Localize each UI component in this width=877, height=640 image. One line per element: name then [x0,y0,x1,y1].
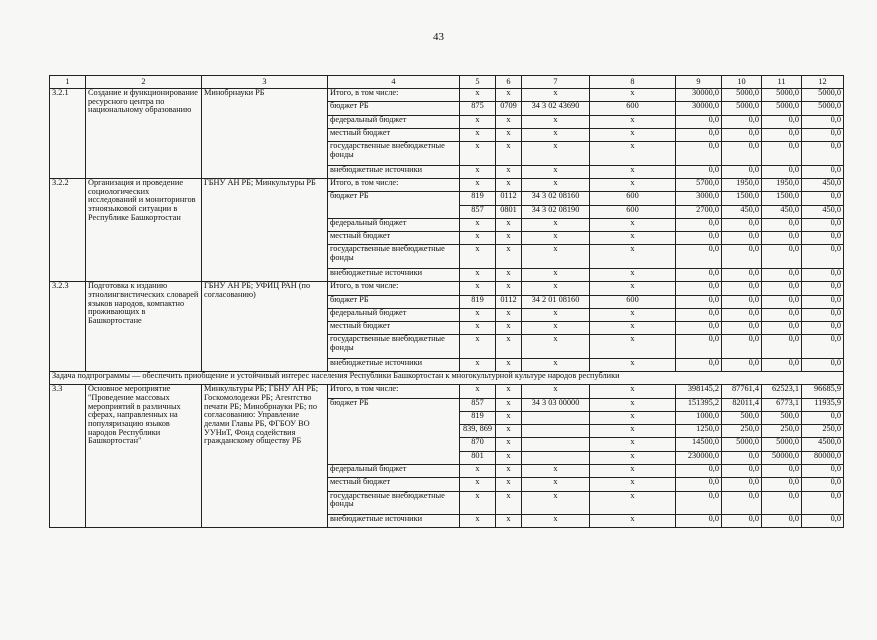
table-cell: x [496,425,522,438]
page-number: 43 [433,31,444,43]
table-cell: x [590,411,676,424]
header-cell: 4 [328,76,460,89]
table-cell: 0,0 [722,515,762,528]
header-cell: 3 [202,76,328,89]
table-cell: 0112 [496,192,522,205]
table-cell: 4500,0 [802,438,844,451]
table-cell: 819 [460,295,496,308]
table-cell: 3.2.2 [50,178,86,281]
table-cell: 450,0 [722,205,762,218]
table-cell: 0,0 [676,322,722,335]
table-cell: x [590,515,676,528]
table-cell: 1500,0 [722,192,762,205]
table-cell: 0,0 [676,282,722,295]
table-cell: 398145,2 [676,385,722,398]
table-cell: 0,0 [802,295,844,308]
table-cell: 96685,9 [802,385,844,398]
table-cell: бюджет РБ [328,398,460,464]
table-cell: x [496,282,522,295]
header-cell: 2 [86,76,202,89]
table-cell: 0,0 [722,165,762,178]
table-cell: 0,0 [802,515,844,528]
table-cell: 819 [460,411,496,424]
table-cell: x [590,491,676,515]
table-cell: 34 3 02 43690 [522,102,590,115]
table-cell: федеральный бюджет [328,115,460,128]
table-cell: x [496,178,522,191]
table-cell: 3.3 [50,385,86,528]
table-cell: x [460,245,496,269]
table-cell [522,451,590,464]
table-cell: 151395,2 [676,398,722,411]
table-cell: 3.2.3 [50,282,86,372]
budget-table [49,75,844,528]
table-cell: 0,0 [722,335,762,359]
table-cell: x [496,478,522,491]
table-cell: 2700,0 [676,205,722,218]
table-cell: x [590,218,676,231]
table-cell: 870 [460,438,496,451]
table-cell: бюджет РБ [328,192,460,219]
table-cell: x [522,178,590,191]
table-cell: 1000,0 [676,411,722,424]
table-cell: x [460,282,496,295]
table-row [50,385,844,398]
table-cell: x [496,411,522,424]
table-cell: 0,0 [802,218,844,231]
table-cell: внебюджетные источники [328,515,460,528]
table-cell: x [590,322,676,335]
table-cell: x [522,478,590,491]
table-cell: 857 [460,398,496,411]
table-cell: Минобрнауки РБ [202,89,328,179]
table-cell: 450,0 [802,205,844,218]
table-cell: 0,0 [676,295,722,308]
table-cell: x [590,142,676,166]
table-cell: x [496,515,522,528]
table-cell: Подготовка к изданию этнолингвистических словарей языков народов, компактно проживающих в Башкортостане [86,282,202,372]
table-cell: бюджет РБ [328,102,460,115]
table-cell: 0,0 [802,268,844,281]
table-cell: 250,0 [722,425,762,438]
table-cell: 0,0 [802,465,844,478]
table-row [50,282,844,295]
table-cell: 5000,0 [722,102,762,115]
table-cell: 0801 [496,205,522,218]
table-cell: 5000,0 [762,438,802,451]
table-cell: Организация и проведение социологических исследований и мониторингов этноязыковой ситуации в Республике Башкортостан [86,178,202,281]
table-cell: 34 2 01 08160 [522,295,590,308]
table-cell: 0,0 [762,295,802,308]
table-cell: 0,0 [802,358,844,371]
table-cell: x [460,491,496,515]
table-cell: 0,0 [802,411,844,424]
table-cell: 857 [460,205,496,218]
table-cell: государственные внебюджетные фонды [328,491,460,515]
table-cell: 34 3 03 00000 [522,398,590,411]
table-cell: 0,0 [762,232,802,245]
table-cell: x [460,515,496,528]
table-cell: x [590,425,676,438]
table-cell: 0,0 [722,322,762,335]
table-cell: x [522,465,590,478]
table-cell: x [590,178,676,191]
table-cell: 0,0 [722,128,762,141]
table-cell: x [496,268,522,281]
table-cell: ГБНУ АН РБ; УФИЦ РАН (по согласованию) [202,282,328,372]
table-cell: Итого, в том числе: [328,282,460,295]
header-cell: 7 [522,76,590,89]
table-cell: 0,0 [762,515,802,528]
table-cell: 1500,0 [762,192,802,205]
table-cell: 450,0 [802,178,844,191]
table-cell: x [460,308,496,321]
table-cell: 230000,0 [676,451,722,464]
table-cell: x [522,115,590,128]
table-row [50,178,844,191]
table-cell: 0709 [496,102,522,115]
table-cell: 0,0 [762,245,802,269]
table-cell: 5000,0 [722,89,762,102]
table-cell: 0,0 [762,335,802,359]
table-cell: 839, 869 [460,425,496,438]
table-cell: x [460,128,496,141]
header-cell: 6 [496,76,522,89]
table-cell: 0,0 [762,115,802,128]
table-cell: x [496,142,522,166]
table-cell: 1950,0 [762,178,802,191]
table-cell: государственные внебюджетные фонды [328,245,460,269]
table-cell: 30000,0 [676,102,722,115]
header-cell: 1 [50,76,86,89]
table-cell: 0,0 [802,491,844,515]
table-cell: x [522,335,590,359]
table-cell: 0,0 [722,308,762,321]
table-cell: x [460,335,496,359]
table-cell: x [590,358,676,371]
table-cell: x [522,128,590,141]
table-cell: x [460,142,496,166]
table-cell: 0,0 [762,142,802,166]
table-cell: x [496,398,522,411]
table-cell: 80000,0 [802,451,844,464]
table-cell [522,411,590,424]
table-cell: x [460,322,496,335]
table-cell: x [522,322,590,335]
table-cell: 0,0 [802,115,844,128]
table-cell: 0,0 [762,308,802,321]
table-cell: x [496,232,522,245]
table-cell: x [460,115,496,128]
table-cell: 0,0 [722,232,762,245]
table-cell: x [496,128,522,141]
table-cell: 0,0 [722,142,762,166]
table-cell: x [460,478,496,491]
table-cell: 0,0 [722,465,762,478]
task-row [50,372,844,385]
table-cell: 875 [460,102,496,115]
table-cell: 82011,4 [722,398,762,411]
header-cell: 5 [460,76,496,89]
table-cell: 0,0 [676,335,722,359]
table-cell: 0,0 [762,282,802,295]
table-cell: 250,0 [802,425,844,438]
table-cell: x [496,322,522,335]
table-cell: Минкультуры РБ; ГБНУ АН РБ; Госкомолодежи РБ; Агентство печати РБ; Минобрнауки РБ; по согласованию: Управление делами Главы РБ, ФГБОУ ВО УУНиТ, Фонд содействия гражданскому обществу РБ [202,385,328,528]
table-cell: 0,0 [762,491,802,515]
table-cell: x [590,282,676,295]
table-cell: 14500,0 [676,438,722,451]
table-cell: x [590,385,676,398]
table-cell: x [522,515,590,528]
table-cell: федеральный бюджет [328,308,460,321]
table-cell: ГБНУ АН РБ; Минкультуры РБ [202,178,328,281]
table-cell: 0,0 [802,232,844,245]
table-cell: 5000,0 [802,89,844,102]
table-cell: Итого, в том числе: [328,178,460,191]
table-cell: 819 [460,192,496,205]
table-cell: x [522,232,590,245]
table-cell: внебюджетные источники [328,358,460,371]
table-cell: 0,0 [676,245,722,269]
table-cell: x [460,385,496,398]
table-cell: 34 3 02 08160 [522,192,590,205]
table-cell: 0,0 [802,245,844,269]
table-body [50,89,844,528]
table-cell: x [460,218,496,231]
header-row [50,76,844,89]
table-cell: 50000,0 [762,451,802,464]
table-cell: x [590,308,676,321]
table-cell: 0,0 [722,491,762,515]
table-cell: бюджет РБ [328,295,460,308]
table-cell: x [522,491,590,515]
table-cell: 0,0 [762,478,802,491]
table-cell: 0,0 [802,165,844,178]
table-cell: 0,0 [802,308,844,321]
table-cell: x [522,89,590,102]
table-cell: 0,0 [722,268,762,281]
table-cell: 0,0 [676,491,722,515]
table-cell: 0,0 [676,308,722,321]
header-cell: 8 [590,76,676,89]
task-text: Задача подпрограммы — обеспечить приобщение и устойчивый интерес населения Республики Башкортостан к многокультурной культуре народов республики [50,372,844,385]
table-cell: x [496,245,522,269]
table-cell: 0,0 [722,358,762,371]
table-cell: x [590,398,676,411]
table-cell: 0,0 [802,322,844,335]
table-cell: x [522,142,590,166]
table-cell: 0,0 [676,165,722,178]
table-cell: 0,0 [802,282,844,295]
table-cell: x [522,282,590,295]
table-cell: x [460,178,496,191]
table-cell: 500,0 [762,411,802,424]
table-cell: x [590,115,676,128]
table-cell: x [522,308,590,321]
table-cell: 1250,0 [676,425,722,438]
table-cell: 6773,1 [762,398,802,411]
table-cell: x [590,232,676,245]
table-cell: x [590,438,676,451]
table-cell: 0,0 [676,232,722,245]
header-cell: 12 [802,76,844,89]
table-cell: 0,0 [762,128,802,141]
table-cell: 0,0 [676,142,722,166]
table-cell: 600 [590,102,676,115]
header-cell: 10 [722,76,762,89]
table-cell: Итого, в том числе: [328,89,460,102]
table-cell: x [522,385,590,398]
table-cell: 0,0 [802,128,844,141]
table-cell: 0,0 [762,268,802,281]
table-cell: Итого, в том числе: [328,385,460,398]
table-cell: внебюджетные источники [328,165,460,178]
table-cell: x [590,245,676,269]
table-cell: 801 [460,451,496,464]
table-cell: x [590,128,676,141]
table-cell: x [496,491,522,515]
table-cell: x [496,89,522,102]
header-cell: 9 [676,76,722,89]
table-row [50,89,844,102]
table-cell: x [460,165,496,178]
table-cell: 600 [590,205,676,218]
table-cell: 0,0 [676,218,722,231]
table-cell: 62523,1 [762,385,802,398]
table-cell: x [590,451,676,464]
table-cell: 0,0 [722,245,762,269]
table-cell: x [522,358,590,371]
table-cell: внебюджетные источники [328,268,460,281]
table-cell: x [590,89,676,102]
header-cell: 11 [762,76,802,89]
table-cell: федеральный бюджет [328,465,460,478]
table-cell: x [590,268,676,281]
table-cell: 0,0 [676,478,722,491]
table-cell: местный бюджет [328,128,460,141]
table-cell: 0,0 [762,218,802,231]
table-cell: 30000,0 [676,89,722,102]
table-cell: государственные внебюджетные фонды [328,335,460,359]
table-cell: x [522,165,590,178]
table-cell: Основное мероприятие "Проведение массовых мероприятий в различных сферах, направленных на популяризацию языков народов Республики Башкортостан" [86,385,202,528]
table-cell: 0,0 [722,478,762,491]
table-cell [522,425,590,438]
table-cell: Создание и функционирование ресурсного центра по национальному образованию [86,89,202,179]
table-cell: 1950,0 [722,178,762,191]
table-cell: 450,0 [762,205,802,218]
table-cell: 0,0 [676,268,722,281]
table-cell: местный бюджет [328,478,460,491]
table-cell: 3.2.1 [50,89,86,179]
table-cell: 0,0 [676,128,722,141]
table-cell: 500,0 [722,411,762,424]
table-cell: 0,0 [802,478,844,491]
table-cell: местный бюджет [328,322,460,335]
table-cell: 600 [590,295,676,308]
table-cell: 0,0 [676,465,722,478]
table-cell: x [460,268,496,281]
table-cell: x [590,335,676,359]
table-cell: 250,0 [762,425,802,438]
table-cell: 0,0 [722,295,762,308]
table-cell: x [496,385,522,398]
table-cell: 0,0 [722,115,762,128]
table-cell: 0,0 [802,335,844,359]
table-cell: x [460,358,496,371]
table-cell: x [522,218,590,231]
table-cell: x [496,335,522,359]
table-cell: 5000,0 [722,438,762,451]
table-cell: 5000,0 [802,102,844,115]
table-cell: x [590,465,676,478]
table-cell: x [590,478,676,491]
table-cell: 0,0 [676,115,722,128]
table-cell: 0,0 [802,142,844,166]
table-cell: 5000,0 [762,89,802,102]
table-cell: x [460,89,496,102]
table-cell: x [496,218,522,231]
table-cell: 0,0 [802,192,844,205]
table-cell: x [496,438,522,451]
table-cell: 0,0 [762,465,802,478]
table-cell: 5000,0 [762,102,802,115]
table-cell: 0,0 [722,282,762,295]
table-cell: 11935,9 [802,398,844,411]
table-cell: 600 [590,192,676,205]
table-cell: 0,0 [676,515,722,528]
table-cell: x [496,451,522,464]
table-cell: x [590,165,676,178]
table-cell: местный бюджет [328,232,460,245]
table-cell: 0,0 [762,322,802,335]
table-cell: 0,0 [676,358,722,371]
table-cell [522,438,590,451]
table-cell: x [496,465,522,478]
table-cell: 34 3 02 08190 [522,205,590,218]
table-cell: государственные внебюджетные фонды [328,142,460,166]
table-cell: 0112 [496,295,522,308]
table-cell: 0,0 [722,218,762,231]
table-cell: 87761,4 [722,385,762,398]
table-cell: x [496,165,522,178]
table-cell: 3000,0 [676,192,722,205]
table-cell: x [496,308,522,321]
table-cell: x [496,115,522,128]
table-cell: 0,0 [762,165,802,178]
table-cell: x [496,358,522,371]
table-cell: 5700,0 [676,178,722,191]
table-cell: x [460,465,496,478]
table-cell: x [522,245,590,269]
table-cell: 0,0 [722,451,762,464]
table-cell: 0,0 [762,358,802,371]
table-cell: x [522,268,590,281]
table-cell: федеральный бюджет [328,218,460,231]
table-cell: x [460,232,496,245]
